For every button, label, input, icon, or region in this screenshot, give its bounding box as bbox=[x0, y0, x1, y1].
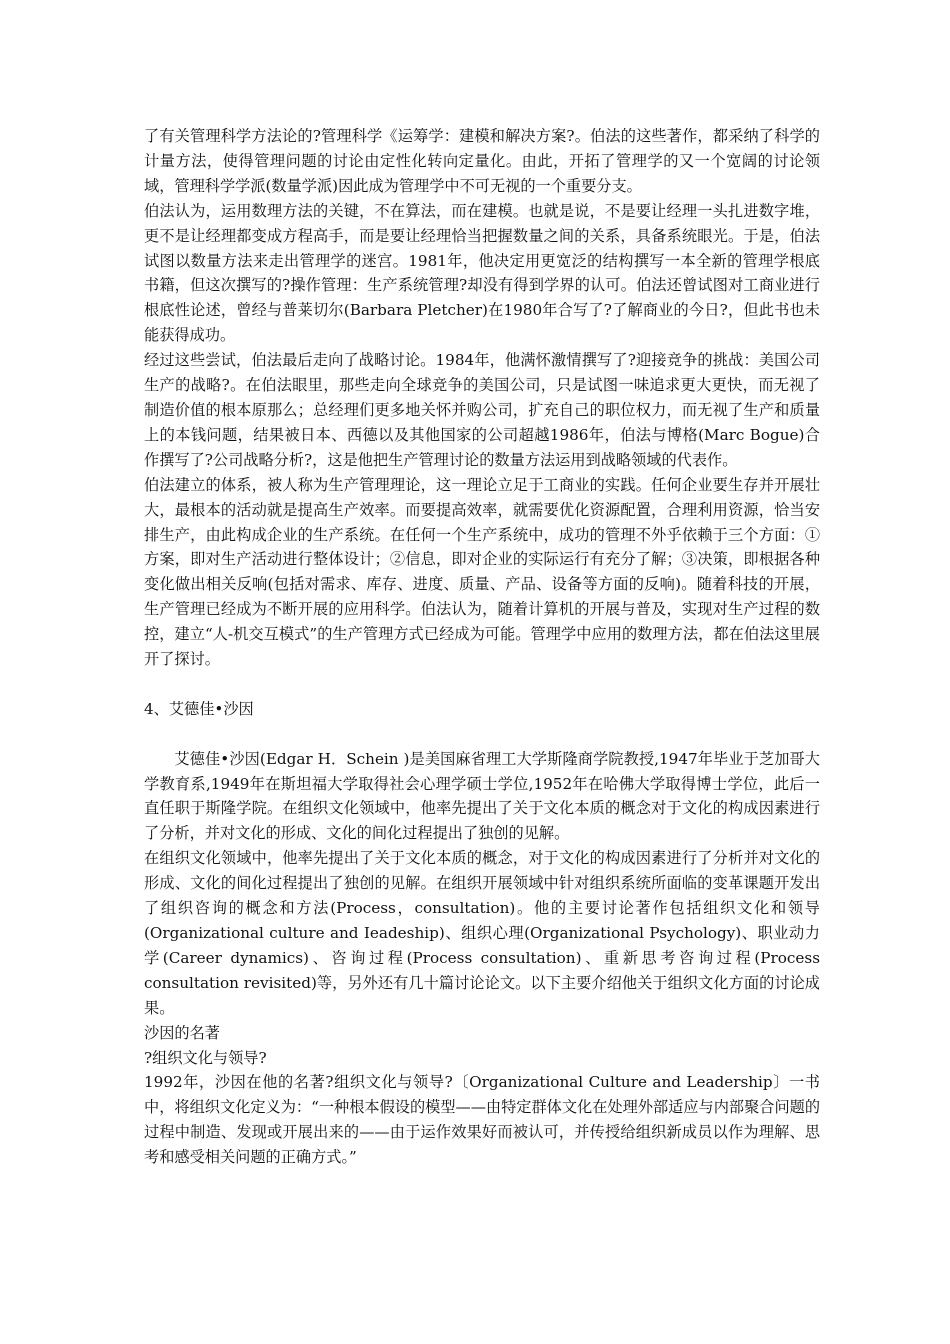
spacer bbox=[144, 672, 820, 697]
document-page bbox=[144, 124, 820, 1170]
final-paragraph: 1992年，沙因在他的名著?组织文化与领导?〔Organizational Culture and Leadership〕一书中，将组织文化定义为：“一种根本假设的模型——由特定群体文化在处理外部适应与内部聚合问题的过程中制造、发现或开展出来的——由于运作效果好而被认可，并传授给组织新成员以作为理解、思考和感受相关问题的正确方式。” bbox=[144, 1073, 821, 1167]
spacer bbox=[144, 722, 820, 747]
paragraph-1: 了有关管理科学方法论的?管理科学《运筹学：建模和解决方案?。伯法的这些著作，都采纳了科学的计量方法，使得管理问题的讨论由定性化转向定量化。由此，开拓了管理学的又一个宽阔的讨论领域，管理科学学派(数量学派)因此成为管理学中不可无视的一个重要分支。 bbox=[144, 127, 820, 195]
subheading-famous-work: 沙因的名著 bbox=[144, 1023, 220, 1042]
paragraph-2: 伯法认为，运用数理方法的关键，不在算法，而在建模。也就是说，不是要让经理一头扎进数字堆，更不是让经理都变成方程高手，而是要让经理恰当把握数量之间的关系，具备系统眼光。于是，伯法试图以数量方法来走出管理学的迷宫。1981年，他决定用更宽泛的结构撰写一本全新的管理学根底书籍，但这次撰写的?操作管理：生产系统管理?却没有得到学界的认可。伯法还曾试图对工商业进行根底性论述，曾经与普莱切尔(Barbara Pletcher)在1980年合写了?了解商业的今日?，但此书也未能获得成功。 bbox=[144, 201, 820, 345]
section-heading: 4、艾德佳•沙因 bbox=[144, 699, 254, 718]
subheading-book-title: ?组织文化与领导? bbox=[144, 1048, 267, 1067]
paragraph-after-intro: 在组织文化领域中，他率先提出了关于文化本质的概念，对于文化的构成因素进行了分析并对文化的形成、文化的间化过程提出了独创的见解。在组织开展领域中针对组织系统所面临的变革课题开发出了组织咨询的概念和方法(Process，consultation)。他的主要讨论著作包括组织文化和领导(Organizational culture and Ieadeship)、组织心理(Organizational Psychology)、职业动力学(Career dynamics)、咨询过程(Process consultation)、重新思考咨询过程(Process consultation revisited)等，另外还有几十篇讨论论文。以下主要介绍他关于组织文化方面的讨论成果。 bbox=[144, 849, 820, 1017]
intro-paragraph: 艾德佳•沙因(Edgar H．Schein )是美国麻省理工大学斯隆商学院教授,1947年毕业于芝加哥大学教育系,1949年在斯坦福大学取得社会心理学硕士学位,1952年在哈佛大学取得博士学位，此后一直任职于斯隆学院。在组织文化领域中，他率先提出了关于文化本质的概念对于文化的构成因素进行了分析，并对文化的形成、文化的间化过程提出了独创的见解。 bbox=[144, 749, 820, 843]
paragraph-4: 伯法建立的体系，被人称为生产管理理论，这一理论立足于工商业的实践。任何企业要生存并开展壮大，最根本的活动就是提高生产效率。而要提高效率，就需要优化资源配置，合理利用资源，恰当安排生产，由此构成企业的生产系统。在任何一个生产系统中，成功的管理不外乎依赖于三个方面：①方案，即对生产活动进行整体设计；②信息，即对企业的实际运行有充分了解；③决策，即根据各种变化做出相关反响(包括对需求、库存、进度、质量、产品、设备等方面的反响)。随着科技的开展，生产管理已经成为不断开展的应用科学。伯法认为，随着计算机的开展与普及，实现对生产过程的数控，建立“人-机交互模式”的生产管理方式已经成为可能。管理学中应用的数理方法，都在伯法这里展开了探讨。 bbox=[144, 475, 820, 669]
paragraph-3: 经过这些尝试，伯法最后走向了战略讨论。1984年，他满怀激情撰写了?迎接竞争的挑战：美国公司生产的战略?。在伯法眼里，那些走向全球竞争的美国公司，只是试图一味追求更大更快，而无视了制造价值的根本原那么；总经理们更多地关怀并购公司，扩充自己的职位权力，而无视了生产和质量上的本钱问题，结果被日本、西德以及其他国家的公司超越1986年，伯法与博格(Marc Bogue)合作撰写了?公司战略分析?，这是他把生产管理讨论的数量方法运用到战略领域的代表作。 bbox=[144, 351, 820, 469]
